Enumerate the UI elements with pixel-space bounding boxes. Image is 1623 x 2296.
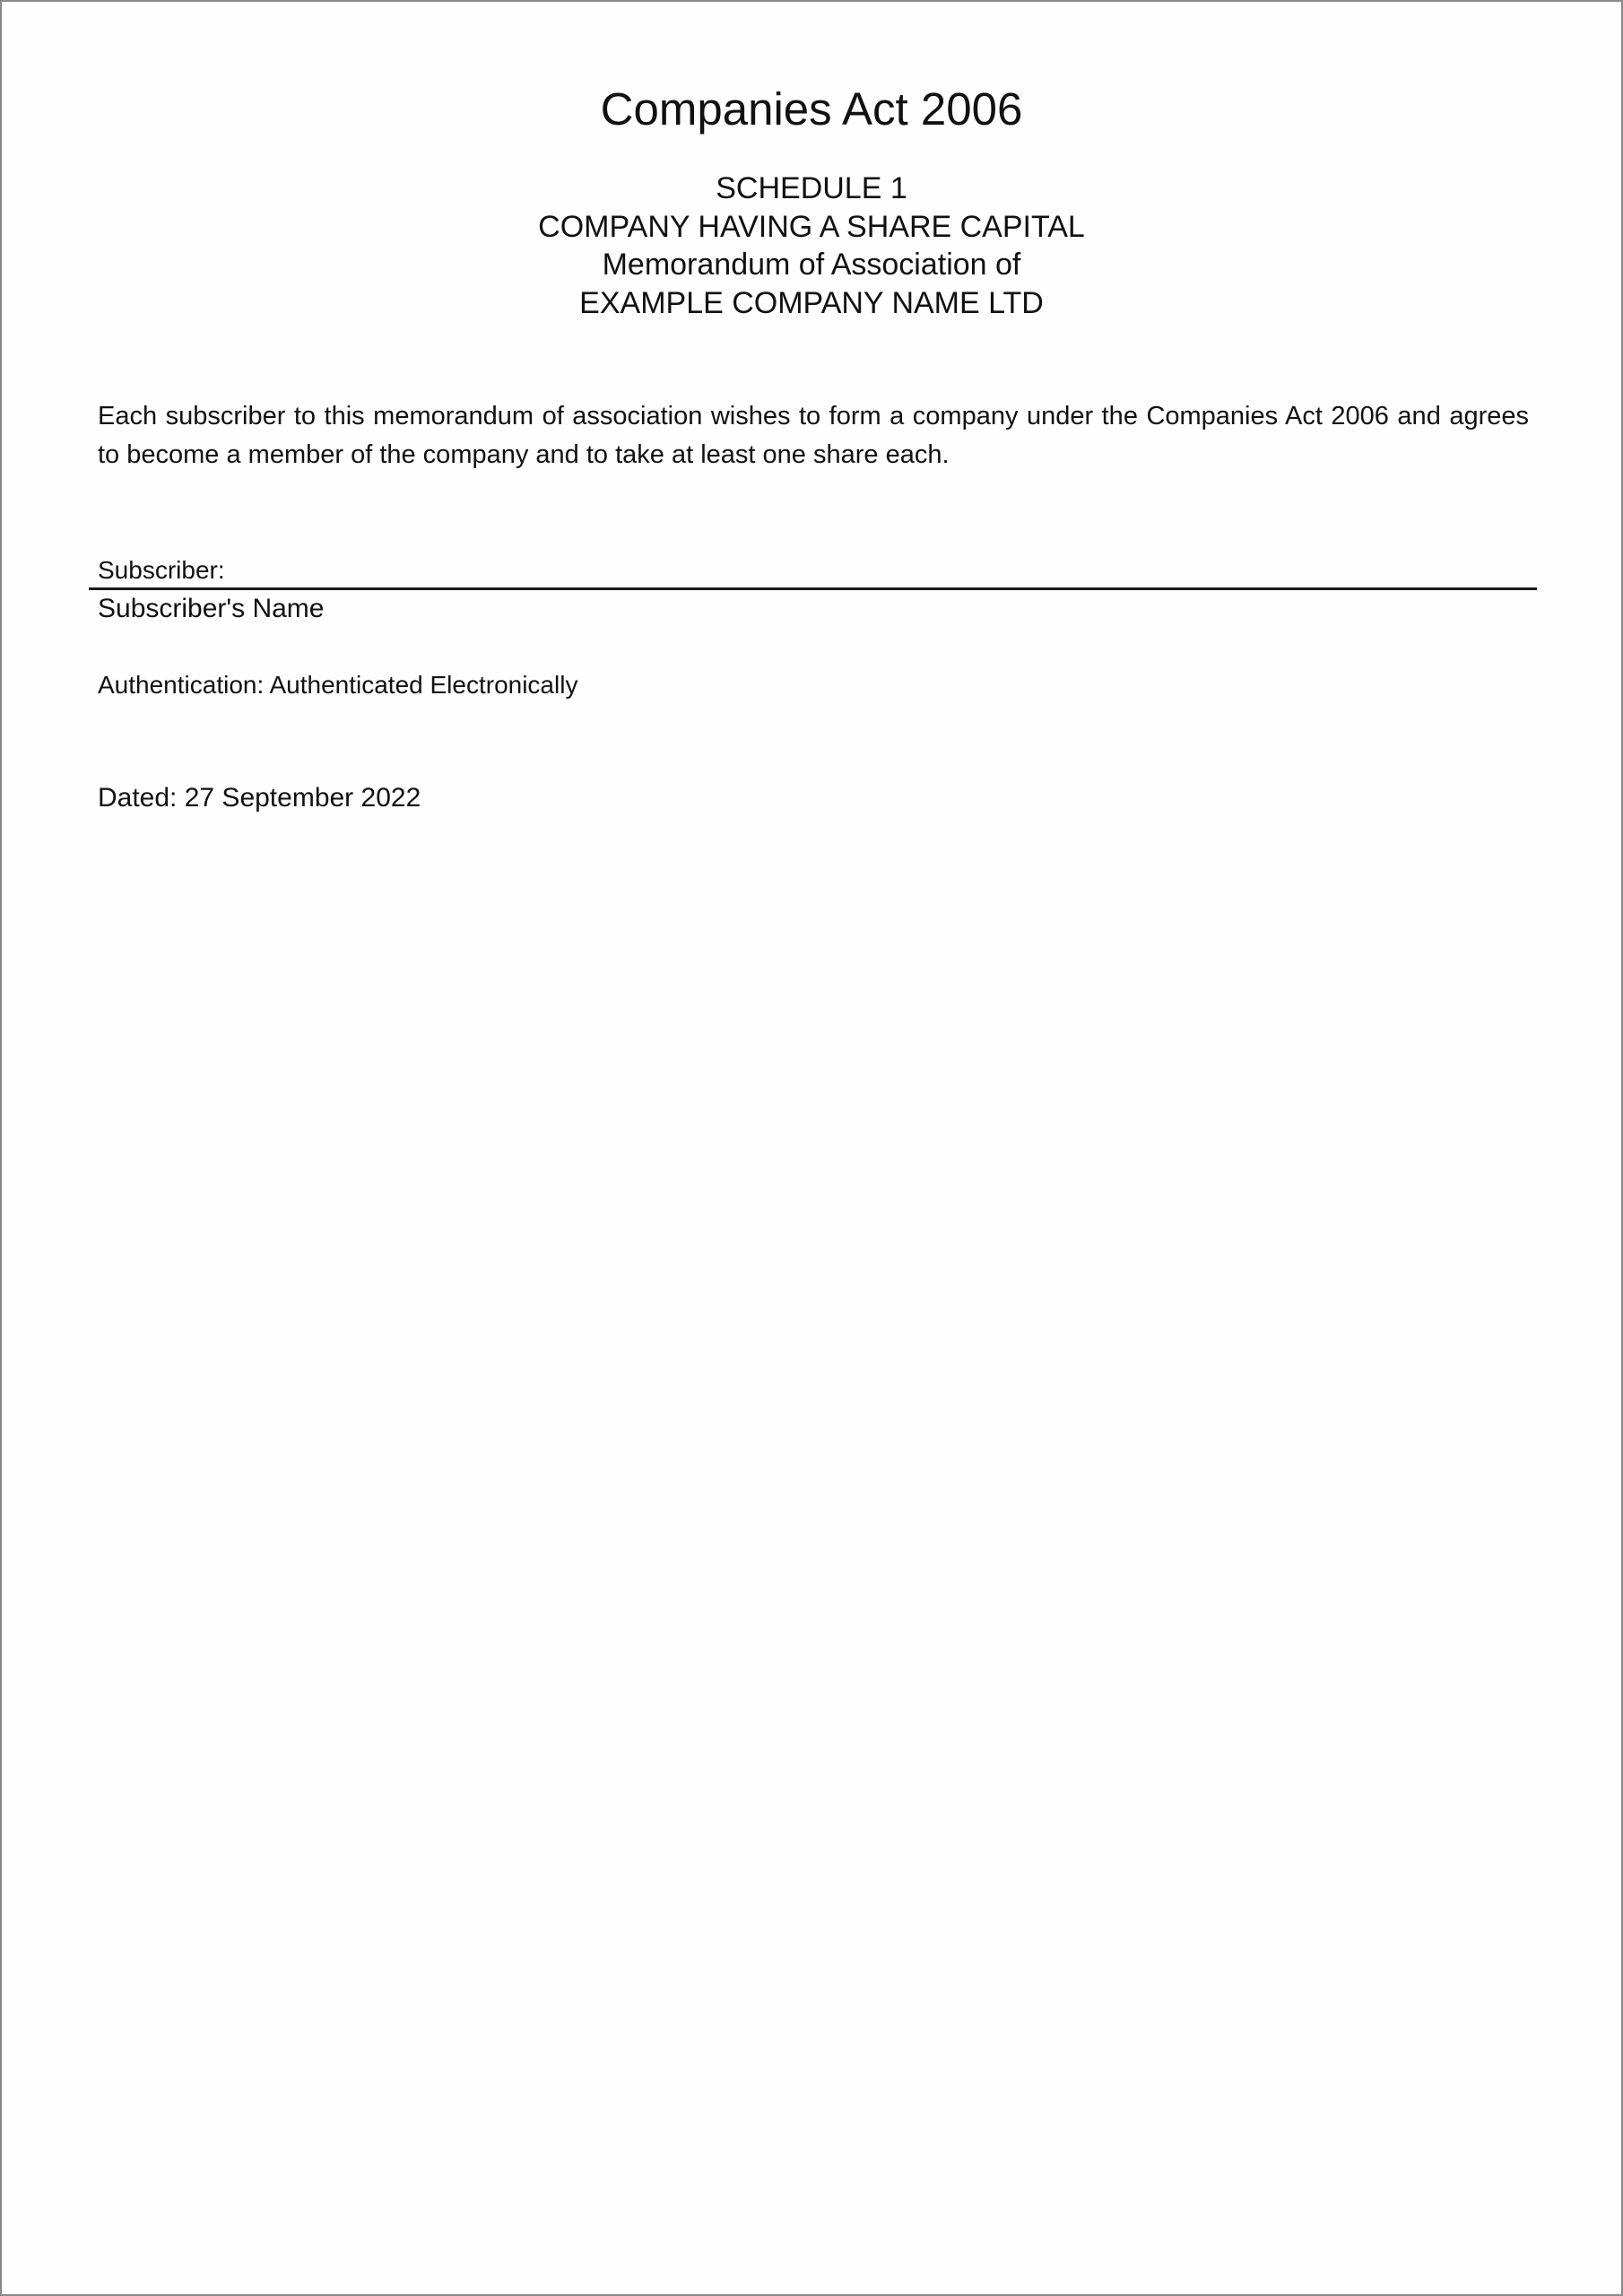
document-title: Companies Act 2006: [600, 83, 1023, 135]
schedule-heading: SCHEDULE 1: [716, 171, 907, 205]
signature-divider: [89, 587, 1537, 590]
company-type-heading: COMPANY HAVING A SHARE CAPITAL: [538, 209, 1085, 244]
subscriber-statement: Each subscriber to this memorandum of association wishes to form a company under the Companies Act 2006 and agrees to become a member of the company and to take at least one share each.: [98, 402, 1529, 469]
authentication-text: Authentication: Authenticated Electronically: [98, 671, 578, 699]
subscriber-label: Subscriber:: [98, 556, 225, 584]
memorandum-heading: Memorandum of Association of: [602, 248, 1021, 282]
document-subheadings: [2, 170, 1621, 322]
dated-text: Dated: 27 September 2022: [98, 783, 421, 813]
company-name-heading: EXAMPLE COMPANY NAME LTD: [579, 285, 1044, 320]
subscriber-name: Subscriber's Name: [98, 594, 325, 623]
